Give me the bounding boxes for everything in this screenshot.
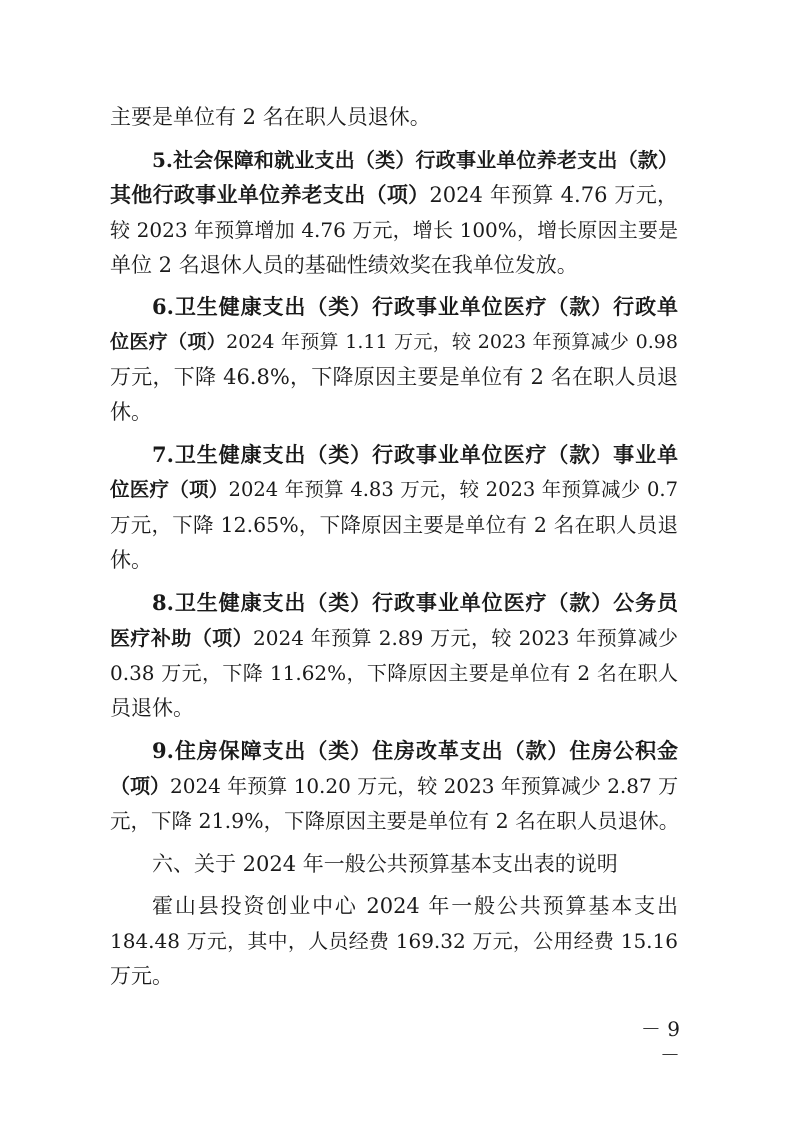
text-line: 184.48 万元，其中，人员经费 169.32 万元，公用经费 15.16 (110, 929, 678, 953)
item-heading-line: 5.社会保障和就业支出（类）行政事业单位养老支出（款） (152, 148, 678, 172)
text-line: （项）2024 年预算 10.20 万元，较 2023 年预算减少 2.87 万 (110, 774, 679, 798)
text-line: 位医疗（项）2024 年预算 1.11 万元，较 2023 年预算减少 0.98 (110, 331, 678, 353)
section-heading: 六、关于 2024 年一般公共预算基本支出表的说明 (152, 852, 618, 876)
item-heading-line: 9.住房保障支出（类）住房改革支出（款）住房公积金 (152, 738, 678, 763)
text-line: 元，下降 21.9%，下降原因主要是单位有 2 名在职人员退休。 (110, 809, 680, 833)
text-line: 员退休。 (110, 696, 194, 720)
item-heading-line: 7.卫生健康支出（类）行政事业单位医疗（款）事业单 (152, 442, 678, 467)
text-line: 霍山县投资创业中心 2024 年一般公共预算基本支出 (152, 894, 678, 918)
text-line: 单位 2 名退休人员的基础性绩效奖在我单位发放。 (110, 253, 578, 277)
text-line: 其他行政事业单位养老支出（项）2024 年预算 4.76 万元， (110, 182, 679, 207)
text-line: 万元，下降 12.65%，下降原因主要是单位有 2 名在职人员退 (110, 513, 678, 537)
item-heading-line: 6.卫生健康支出（类）行政事业单位医疗（款）行政单 (152, 294, 678, 319)
text-line: 休。 (110, 400, 152, 424)
text-line: 万元，下降 46.8%，下降原因主要是单位有 2 名在职人员退 (110, 365, 678, 389)
text-line: 万元。 (110, 964, 173, 988)
text-line: 较 2023 年预算增加 4.76 万元，增长 100%，增长原因主要是 (110, 218, 678, 242)
text-line: 医疗补助（项）2024 年预算 2.89 万元，较 2023 年预算减少 (110, 626, 679, 650)
item-heading-line: 8.卫生健康支出（类）行政事业单位医疗（款）公务员 (152, 590, 678, 615)
text-line: 位医疗（项）2024 年预算 4.83 万元，较 2023 年预算减少 0.7 (110, 478, 678, 501)
text-line: 主要是单位有 2 名在职人员退休。 (110, 105, 431, 129)
page-number: － 9 － (640, 1017, 680, 1067)
text-line: 休。 (110, 548, 152, 572)
text-line: 0.38 万元，下降 11.62%，下降原因主要是单位有 2 名在职人 (110, 661, 678, 685)
